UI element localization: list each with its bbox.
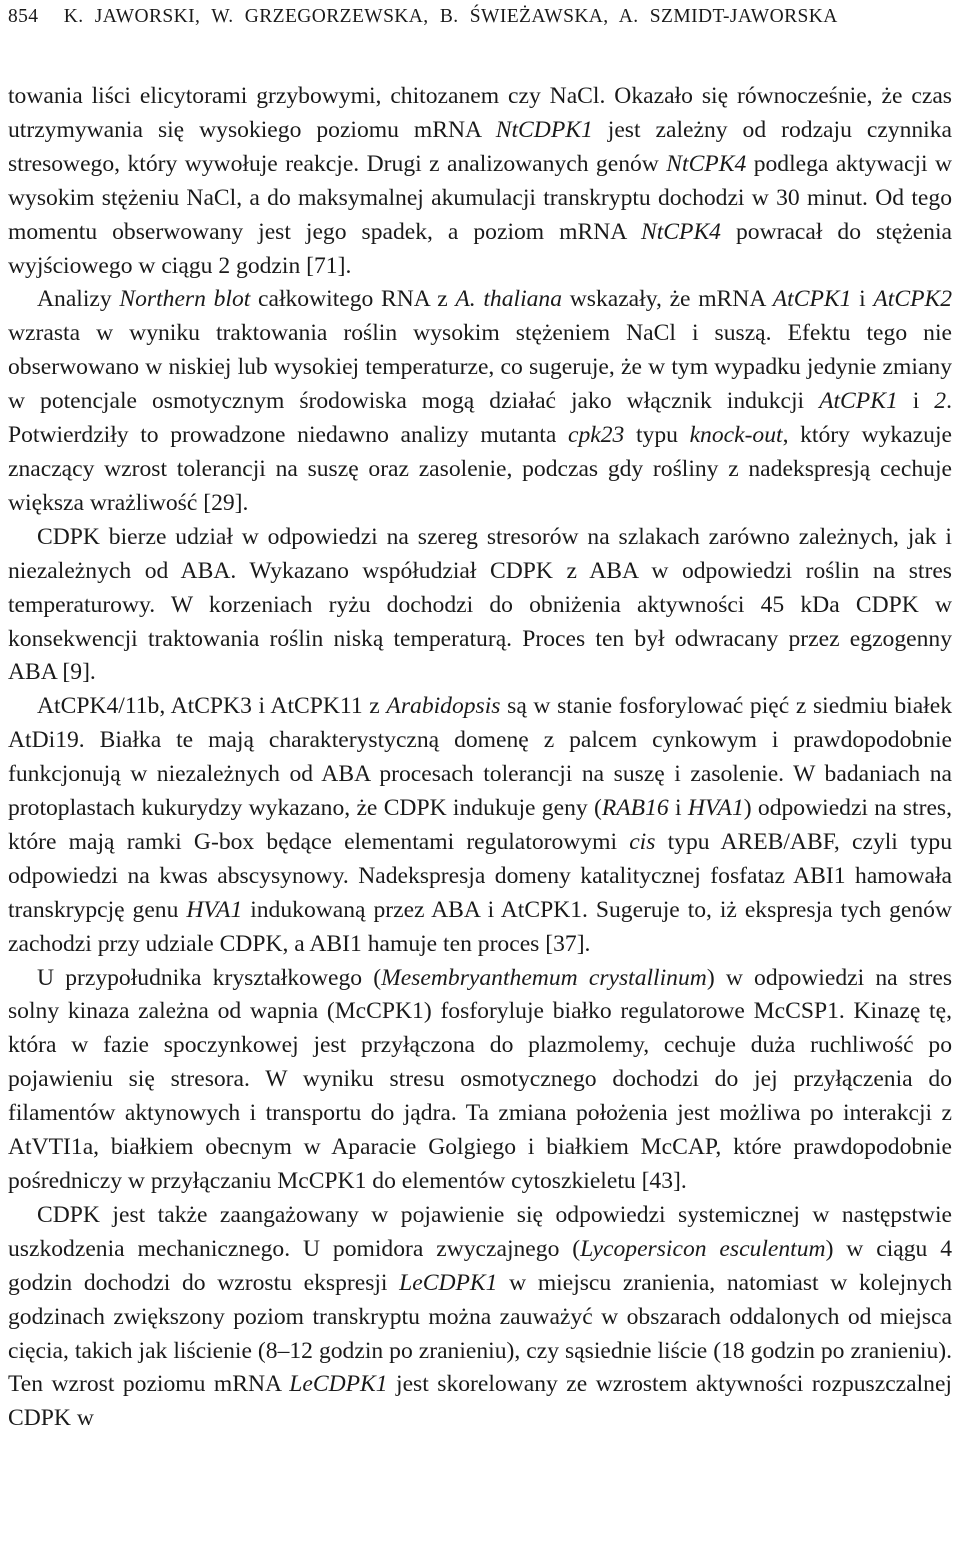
text-run: towania liści elicytorami grzybowymi, chitozanem czy NaCl. Okazało się równocześnie, że czas utrzymywania się wysokiego poziomu mRNA	[8, 83, 952, 143]
italic-term: Mesembryanthemum crystallinum	[381, 964, 707, 991]
text-run: i	[851, 286, 874, 313]
italic-term: LeCDPK1	[399, 1269, 498, 1296]
italic-term: RAB16	[601, 795, 669, 822]
italic-term: 2	[934, 388, 947, 415]
paragraph	[8, 1199, 952, 1436]
italic-term: NtCPK4	[641, 218, 721, 245]
text-run: podlega aktywacji w wysokim stężeniu NaCl, a do maksymalnej akumulacji transkryptu dochodzi w 30 minut. Od tego momentu obserwowany jest jego spadek, a poziom mRNA	[8, 150, 953, 245]
text-run: jest zależny od rodzaju czynnika stresowego, który wywołuje reakcje. Drugi z analizowanych genów	[8, 116, 953, 177]
italic-term: AtCPK2	[873, 286, 953, 313]
text-run: Analizy	[37, 286, 120, 313]
text-run: ) w odpowiedzi na stres solny kinaza zależna od wapnia (McCPK1) fosforyluje białko regulatorowe McCSP1. Kinazę tę, która w fazie spoczynkowej jest przyłączona do plazmolemy, cechuje duża ruchliwość po pojawieniu się stresora. W wyniku stresu osmotycznego dochodzi do jej przyłączenia do filamentów aktynowych i transportu do jądra. Ta zmiana położenia jest możliwa po interakcji z AtVTI1a, białkiem obecnym w Aparacie Golgiego i białkiem McCAP, które prawdopodobnie pośredniczy w przyłączaniu McCPK1 do elementów cytoszkieletu [43].	[8, 964, 953, 1194]
text-run: i	[668, 795, 688, 822]
running-header-authors: K. JAWORSKI, W. GRZEGORZEWSKA, B. ŚWIEŻAWSKA, A. SZMIDT-JAWORSKA	[63, 6, 838, 27]
text-run: CDPK jest także zaangażowany w pojawienie się odpowiedzi systemicznej w następstwie uszkodzenia mechanicznego. U pomidora zwyczajnego (	[8, 1201, 952, 1262]
body-text	[8, 80, 952, 1436]
italic-term: NtCDPK1	[495, 116, 593, 143]
italic-term: LeCDPK1	[289, 1371, 388, 1398]
page-number: 854	[8, 6, 39, 27]
italic-term: HVA1	[186, 896, 243, 923]
text-run: wzrasta w wyniku traktowania roślin wysokim stężeniem NaCl i suszą. Efektu tego nie obserwowano w niskiej lub wysokiej temperaturze, co sugeruje, że w tym wypadku jedynie zmiany w potencjale osmotycznym środowiska mogą działać jako włącznik indukcji	[8, 320, 952, 415]
text-run: ) odpowiedzi na stres, które mają ramki G-box będące elementami regulatorowymi	[8, 795, 952, 855]
italic-term: Northern blot	[119, 286, 251, 313]
paragraph	[8, 690, 952, 961]
italic-term: cpk23	[567, 422, 625, 449]
text-run: i	[897, 388, 935, 415]
text-run: ) w ciągu 4 godzin dochodzi do wzrostu ekspresji	[8, 1235, 953, 1296]
text-run: typu AREB/ABF, czyli typu odpowiedzi na kwas abscysynowy. Nadekspresja domeny katalitycznej fosfataz ABI1 hamowała transkrypcję genu	[8, 828, 953, 923]
paragraph	[8, 80, 952, 283]
text-run: . Potwierdziły to prowadzone niedawno analizy mutanta	[8, 388, 952, 449]
text-run: CDPK bierze udział w odpowiedzi na szereg stresorów na szlakach zarówno zależnych, jak i niezależnych od ABA. Wykazano współudział CDPK z ABA w odpowiedzi roślin na stres temperaturowy. W korzeniach ryżu dochodzi do obniżenia aktywności 45 kDa CDPK w konsekwencji traktowania roślin niską temperaturą. Proces ten był odwracany przez egzogenny ABA [9].	[8, 523, 952, 686]
text-run: AtCPK4/11b, AtCPK3 i AtCPK11 z	[37, 693, 387, 720]
text-run: w miejscu zranienia, natomiast w kolejnych godzinach zwiększony poziom transkryptu można zauważyć w obszarach oddalonych od miejsca cięcia, takich jak liścienie (8–12 godzin po zranieniu), czy sąsiednie liście (18 godzin po zranieniu). Ten wzrost poziomu mRNA	[8, 1269, 952, 1398]
text-run: są w stanie fosforylować pięć z siedmiu białek AtDi19. Białka te mają charakterystyczną domenę z palcem cynkowym i prawdopodobnie funkcjonują w niezależnych od ABA procesach tolerancji na suszę i zasolenie. W badaniach na protoplastach kukurydzy wykazano, że CDPK indukuje geny (	[8, 693, 952, 822]
italic-term: knock-out	[689, 422, 783, 449]
italic-term: HVA1	[687, 795, 744, 822]
text-run: indukowaną przez ABA i AtCPK1. Sugeruje to, iż ekspresja tych genów zachodzi przy udziale CDPK, a ABI1 hamuje ten proces [37].	[8, 896, 952, 957]
italic-term: AtCPK1	[772, 286, 852, 313]
italic-term: Lycopersicon esculentum	[580, 1235, 826, 1262]
text-run: typu	[624, 422, 690, 449]
italic-term: Arabidopsis	[386, 693, 501, 720]
text-run: całkowitego RNA z	[250, 286, 456, 313]
text-run: U przypołudnika kryształkowego (	[37, 964, 382, 991]
text-run: , który wykazuje znaczący wzrost tolerancji na suszę oraz zasolenie, podczas gdy rośliny z nadekspresją cechuje większa wrażliwość [29].	[8, 422, 952, 516]
paragraph	[8, 521, 952, 691]
italic-term: cis	[629, 828, 656, 855]
text-run: jest skorelowany ze wzrostem aktywności rozpuszczalnej CDPK w	[8, 1371, 952, 1432]
text-run: powracał do stężenia wyjściowego w ciągu 2 godzin [71].	[8, 218, 952, 279]
running-header	[8, 4, 952, 30]
paragraph	[8, 962, 952, 1199]
paragraph	[8, 283, 952, 520]
italic-term: AtCPK1	[819, 388, 898, 415]
italic-term: NtCPK4	[666, 150, 747, 177]
text-run: wskazały, że mRNA	[562, 286, 773, 313]
italic-term: A. thaliana	[455, 286, 563, 313]
